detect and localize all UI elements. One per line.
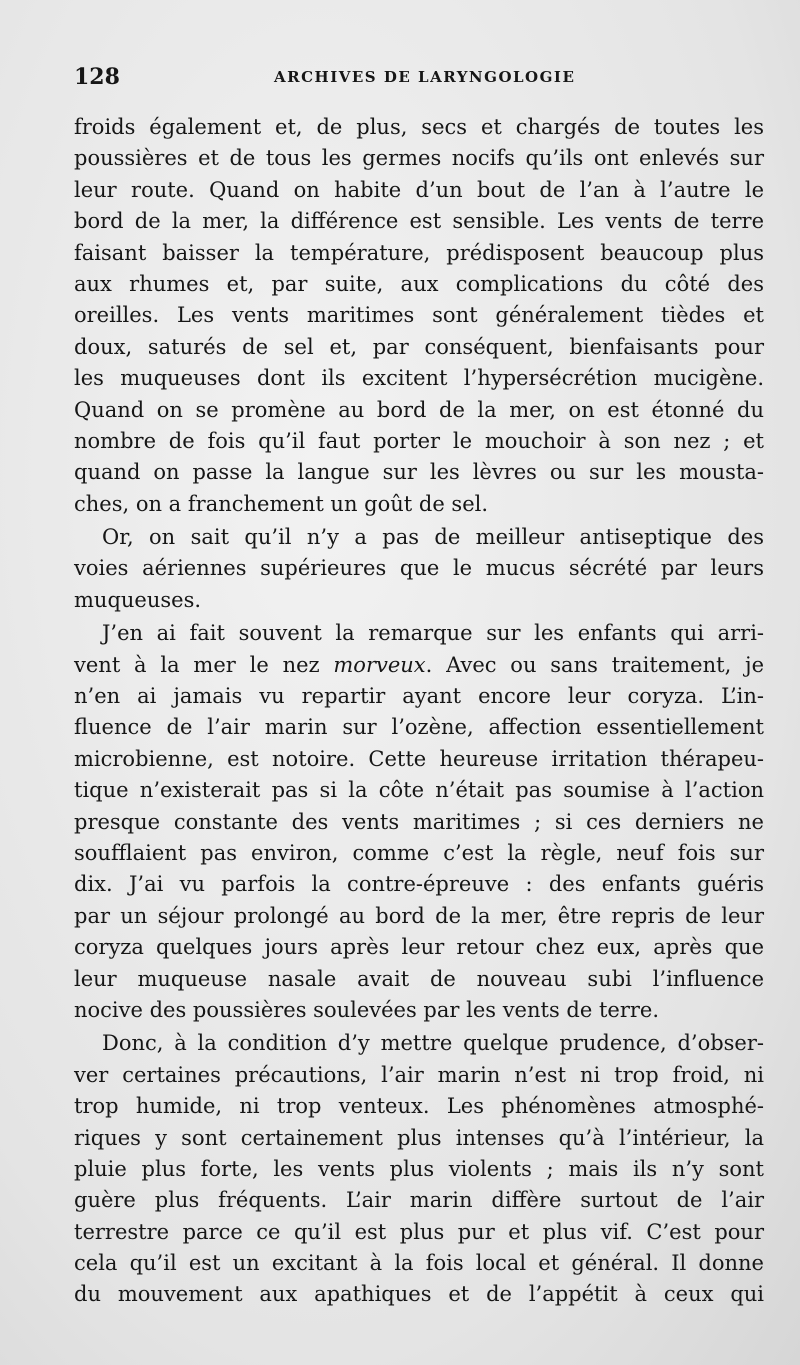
text-line: faisant baisser la température, prédisposent beaucoup plus (74, 240, 764, 265)
text-line: n’en ai jamais vu repartir ayant encore leur coryza. L’in- (74, 684, 764, 709)
text-line: presque constante des vents maritimes ; si ces derniers ne (74, 809, 764, 834)
text-line: terrestre parce ce qu’il est plus pur et plus vif. C’est pour (74, 1219, 764, 1244)
text-line: J’en ai fait souvent la remarque sur les enfants qui arri- (102, 621, 764, 646)
text-line: les muqueuses dont ils excitent l’hypersécrétion mucigène. (74, 366, 764, 391)
text-line: froids également et, de plus, secs et chargés de toutes les (74, 115, 764, 139)
page-number: 128 (74, 64, 120, 90)
text-segment: . Avec ou sans traitement, je (425, 652, 764, 677)
text-line: Quand on se promène au bord de la mer, on est étonné du (74, 397, 764, 422)
text-segment: vent à la mer le nez (74, 652, 334, 677)
text-line: trop humide, ni trop venteux. Les phénomènes atmosphé- (74, 1094, 764, 1119)
text-line-with-italic (74, 650, 764, 681)
text-line: leur muqueuse nasale avait de nouveau subi l’influence (74, 966, 764, 991)
page-header (74, 64, 760, 94)
text-line: oreilles. Les vents maritimes sont généralement tièdes et (74, 303, 764, 328)
text-line: muqueuses. (74, 587, 202, 612)
text-line: guère plus fréquents. L’air marin diffère surtout de l’air (74, 1188, 764, 1213)
text-line: Or, on sait qu’il n’y a pas de meilleur antiseptique des (102, 525, 764, 550)
text-line: Donc, à la condition d’y mettre quelque prudence, d’obser- (102, 1031, 764, 1056)
text-line: bord de la mer, la différence est sensible. Les vents de terre (74, 209, 764, 234)
text-line: microbienne, est notoire. Cette heureuse irritation thérapeu- (74, 746, 764, 771)
text-line: tique n’existerait pas si la côte n’était pas soumise à l’action (74, 778, 764, 803)
body-text (74, 112, 764, 1311)
text-line: nocive des poussières soulevées par les vents de terre. (74, 997, 659, 1022)
italic-word: morveux (333, 652, 426, 677)
text-line: pluie plus forte, les vents plus violents ; mais ils n’y sont (74, 1156, 764, 1181)
text-line: poussières et de tous les germes nocifs qu’ils ont enlevés sur (74, 146, 764, 171)
text-line: nombre de fois qu’il faut porter le mouchoir à son nez ; et (74, 428, 764, 453)
text-line: ches, on a franchement un goût de sel. (74, 491, 489, 516)
text-line: fluence de l’air marin sur l’ozène, affection essentiellement (74, 715, 764, 740)
text-line: riques y sont certainement plus intenses qu’à l’intérieur, la (74, 1125, 764, 1150)
text-line: leur route. Quand on habite d’un bout de l’an à l’autre le (74, 177, 764, 202)
text-line: doux, saturés de sel et, par conséquent, bienfaisants pour (74, 334, 764, 359)
text-line: dix. J’ai vu parfois la contre-épreuve : des enfants guéris (74, 872, 764, 897)
text-line: ver certaines précautions, l’air marin n’est ni trop froid, ni (74, 1062, 764, 1087)
running-title: ARCHIVES DE LARYNGOLOGIE (274, 68, 576, 86)
text-line: cela qu’il est un excitant à la fois local et général. Il donne (74, 1251, 764, 1276)
text-line: par un séjour prolongé au bord de la mer, être repris de leur (74, 903, 764, 928)
text-line: voies aériennes supérieures que le mucus sécrété par leurs (74, 556, 764, 581)
text-line: quand on passe la langue sur les lèvres ou sur les mousta- (74, 460, 764, 485)
text-line: du mouvement aux apathiques et de l’appétit à ceux qui (74, 1282, 764, 1307)
text-line: aux rhumes et, par suite, aux complications du côté des (74, 271, 764, 296)
text-line: coryza quelques jours après leur retour chez eux, après que (74, 935, 764, 960)
text-line: soufflaient pas environ, comme c’est la règle, neuf fois sur (74, 840, 764, 865)
